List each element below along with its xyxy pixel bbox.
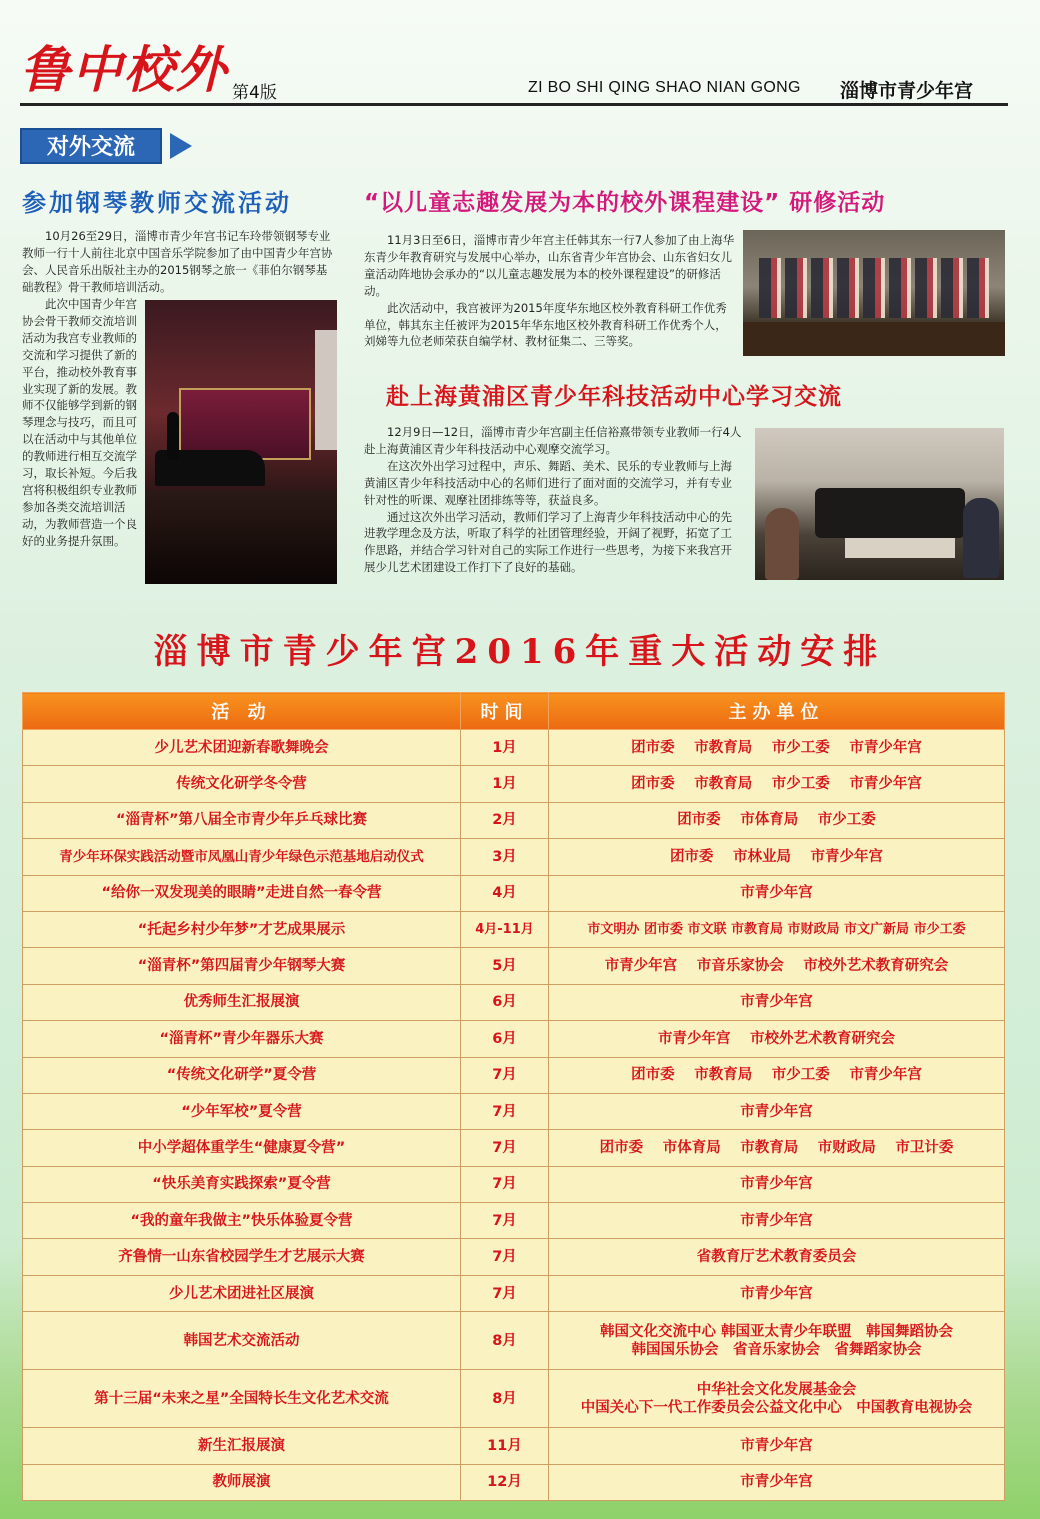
activity-cell: “我的童年我做主”快乐体验夏令营 — [23, 1203, 461, 1239]
organizer-line: 中华社会文化发展基金会 — [696, 1381, 857, 1398]
table-row — [23, 1239, 1005, 1275]
activity-cell: “淄青杯”第四届青少年钢琴大赛 — [23, 948, 461, 984]
participant — [765, 508, 799, 580]
organizer-cell: 市青少年宫 — [549, 1428, 1005, 1464]
organizer-cell: 市青少年宫 — [549, 1203, 1005, 1239]
table-row — [23, 1203, 1005, 1239]
time-cell: 6月 — [461, 984, 549, 1020]
audience — [145, 490, 337, 584]
article3-headline: 赴上海黄浦区青少年科技活动中心学习交流 — [386, 384, 842, 410]
organizer-cell: 团市委 市体育局 市教育局 市财政局 市卫计委 — [549, 1130, 1005, 1166]
activity-cell: “传统文化研学”夏令营 — [23, 1057, 461, 1093]
section-arrow-icon — [170, 133, 192, 159]
table-row — [23, 875, 1005, 911]
organizer-cell: 团市委 市教育局 市少工委 市青少年宫 — [549, 1057, 1005, 1093]
organizer-cell: 市青少年宫 — [549, 1275, 1005, 1311]
organizer-cell: 团市委 市教育局 市少工委 市青少年宫 — [549, 730, 1005, 766]
time-cell: 7月 — [461, 1203, 549, 1239]
organizer-line: 韩国国乐协会 省音乐家协会 省舞蹈家协会 — [631, 1341, 922, 1358]
masthead-pinyin: ZI BO SHI QING SHAO NIAN GONG — [528, 79, 801, 96]
activity-cell: 韩国艺术交流活动 — [23, 1312, 461, 1370]
activity-cell: 优秀师生汇报展演 — [23, 984, 461, 1020]
table-row — [23, 1057, 1005, 1093]
organizer-cell: 市文明办 团市委 市文联 市教育局 市财政局 市文广新局 市少工委 — [549, 911, 1005, 947]
table-row — [23, 1370, 1005, 1428]
organizer-cell: 市青少年宫 — [549, 1166, 1005, 1202]
organizer-cell: 市青少年宫 — [549, 984, 1005, 1020]
time-cell: 4月 — [461, 875, 549, 911]
article1-body — [22, 296, 140, 550]
header-organizer: 主办单位 — [549, 693, 1005, 730]
activity-cell: 少儿艺术团进社区展演 — [23, 1275, 461, 1311]
activity-cell: 传统文化研学冬令营 — [23, 766, 461, 802]
activity-cell: “少年军校”夏令营 — [23, 1093, 461, 1129]
activity-cell: 新生汇报展演 — [23, 1428, 461, 1464]
time-cell: 5月 — [461, 948, 549, 984]
meeting-photo — [755, 428, 1004, 580]
table-row — [23, 1021, 1005, 1057]
time-cell: 7月 — [461, 1093, 549, 1129]
table-row — [23, 1166, 1005, 1202]
organizer-cell: 团市委 市教育局 市少工委 市青少年宫 — [549, 766, 1005, 802]
organizer-cell — [549, 1370, 1005, 1428]
time-cell: 6月 — [461, 1021, 549, 1057]
article2-paragraph: 11月3日至6日，淄博市青少年宫主任韩其东一行7人参加了由上海华东青少年教育研究与发展中心举办，山东省青少年宫协会、山东省妇女儿童活动阵地协会承办的“以儿童志趣发展为本的校外课程建设”的研修活动。 — [364, 233, 735, 298]
activity-cell: “托起乡村少年梦”才艺成果展示 — [23, 911, 461, 947]
organizer-cell — [549, 1312, 1005, 1370]
table-row — [23, 802, 1005, 838]
activity-cell: “淄青杯”第八届全市青少年乒乓球比赛 — [23, 802, 461, 838]
table-row — [23, 1428, 1005, 1464]
time-cell: 7月 — [461, 1130, 549, 1166]
table-row — [23, 948, 1005, 984]
activity-cell: 青少年环保实践活动暨市凤凰山青少年绿色示范基地启动仪式 — [23, 839, 461, 875]
table-row — [23, 839, 1005, 875]
table-row — [23, 1312, 1005, 1370]
activity-cell: 少儿艺术团迎新春歌舞晚会 — [23, 730, 461, 766]
article3-paragraph: 通过这次外出学习活动，教师们学习了上海青少年科技活动中心的先进教学理念及方法，听取了科学的社团管理经验，开阔了视野，拓宽了工作思路，并结合学习针对自己的实际工作进行一些思考，为接下来我宫开展少儿艺术团建设工作打下了良好的基础。 — [364, 509, 732, 575]
article1-headline: 参加钢琴教师交流活动 — [22, 189, 292, 217]
organizer-line: 韩国文化交流中心 韩国亚太青少年联盟 韩国舞蹈协会 — [599, 1323, 954, 1340]
activity-cell: 中小学超体重学生“健康夏令营” — [23, 1130, 461, 1166]
activity-cell: “快乐美育实践探索”夏令营 — [23, 1166, 461, 1202]
table-row — [23, 1093, 1005, 1129]
stage-floor — [743, 322, 1005, 356]
time-cell: 4月-11月 — [461, 911, 549, 947]
schedule-table — [22, 692, 1005, 1501]
time-cell: 7月 — [461, 1239, 549, 1275]
article3-paragraph: 12月9日—12日，淄博市青少年宫副主任信裕熹带领专业教师一行4人赴上海黄浦区青少年科技活动中心观摩交流学习。 — [364, 425, 742, 456]
organizer-cell: 省教育厅艺术教育委员会 — [549, 1239, 1005, 1275]
activity-cell: “给你一双发现美的眼睛”走进自然一春令营 — [23, 875, 461, 911]
article1-paragraph: 此次中国青少年宫协会骨干教师交流培训活动为我宫专业教师的交流和学习提供了新的平台，推动校外教育事业实现了新的发展。教师不仅能够学到新的钢琴理念与技巧，而且可以在活动中与其他单位的教师进行相互交流学习，取长补短。今后我宫将积极组织专业教师参加各类交流培训活动，为教师营造一个良好的业务提升氛围。 — [22, 297, 137, 548]
activity-cell: “淄青杯”青少年器乐大赛 — [23, 1021, 461, 1057]
table-row — [23, 1275, 1005, 1311]
time-cell: 8月 — [461, 1312, 549, 1370]
organizer-cell: 市青少年宫 — [549, 1464, 1005, 1500]
time-cell: 7月 — [461, 1275, 549, 1311]
performer — [167, 412, 179, 460]
organizer-cell: 团市委 市林业局 市青少年宫 — [549, 839, 1005, 875]
masthead-org: 淄博市青少年宫 — [840, 80, 974, 102]
organizer-cell: 市青少年宫 — [549, 1093, 1005, 1129]
concert-photo — [145, 300, 337, 584]
award-recipients — [759, 258, 989, 318]
table-row — [23, 1464, 1005, 1500]
projector-screen — [315, 330, 337, 450]
edition-label: 第4版 — [232, 83, 277, 103]
activity-cell: 第十三届“未来之星”全国特长生文化艺术交流 — [23, 1370, 461, 1428]
table-row — [23, 911, 1005, 947]
time-cell: 2月 — [461, 802, 549, 838]
table-row — [23, 1130, 1005, 1166]
section-tag: 对外交流 — [20, 128, 162, 164]
masthead-rule — [20, 103, 1008, 106]
time-cell: 7月 — [461, 1057, 549, 1093]
award-ceremony-photo — [743, 230, 1005, 356]
organizer-cell: 市青少年宫 市校外艺术教育研究会 — [549, 1021, 1005, 1057]
article3-body — [364, 424, 742, 576]
header-activity: 活 动 — [23, 693, 461, 730]
table-row — [23, 766, 1005, 802]
sofa — [815, 488, 965, 538]
coffee-table — [845, 538, 955, 558]
organizer-cell: 市青少年宫 — [549, 875, 1005, 911]
article3-paragraph: 在这次外出学习过程中，声乐、舞蹈、美术、民乐的专业教师与上海黄浦区青少年科技活动中心的名师们进行了面对面的交流学习，并有专业针对性的听课、观摩社团排练等等，获益良多。 — [364, 458, 732, 507]
article1-intro — [22, 228, 338, 296]
schedule-header-row — [23, 693, 1005, 730]
article2-body — [364, 232, 736, 350]
time-cell: 12月 — [461, 1464, 549, 1500]
header-time: 时间 — [461, 693, 549, 730]
article2-paragraph: 此次活动中，我宫被评为2015年度华东地区校外教育科研工作优秀单位，韩其东主任被评为2015年华东地区校外教育科研工作优秀个人，刘娣等九位老师荣获自编学材、教材征集二、三等奖。 — [364, 300, 727, 349]
article2-headline: “以儿童志趣发展为本的校外课程建设” 研修活动 — [364, 190, 886, 216]
organizer-line: 中国关心下一代工作委员会公益文化中心 中国教育电视协会 — [580, 1399, 973, 1416]
time-cell: 1月 — [461, 730, 549, 766]
time-cell: 8月 — [461, 1370, 549, 1428]
time-cell: 11月 — [461, 1428, 549, 1464]
table-row — [23, 730, 1005, 766]
participant — [963, 498, 999, 578]
schedule-title: 淄博市青少年宫2016年重大活动安排 — [153, 632, 887, 672]
activity-cell: 教师展演 — [23, 1464, 461, 1500]
time-cell: 7月 — [461, 1166, 549, 1202]
time-cell: 3月 — [461, 839, 549, 875]
activity-cell: 齐鲁情一山东省校园学生才艺展示大赛 — [23, 1239, 461, 1275]
organizer-cell: 团市委 市体育局 市少工委 — [549, 802, 1005, 838]
masthead-logo: 鲁中校外 — [20, 40, 228, 99]
organizer-cell: 市青少年宫 市音乐家协会 市校外艺术教育研究会 — [549, 948, 1005, 984]
time-cell: 1月 — [461, 766, 549, 802]
article1-paragraph: 10月26至29日，淄博市青少年宫书记车玲带领钢琴专业教师一行十人前往北京中国音乐学院参加了由中国青少年宫协会、人民音乐出版社主办的2015钢琴之旅一《菲伯尔钢琴基础教程》骨干教师培训活动。 — [22, 229, 333, 294]
table-row — [23, 984, 1005, 1020]
